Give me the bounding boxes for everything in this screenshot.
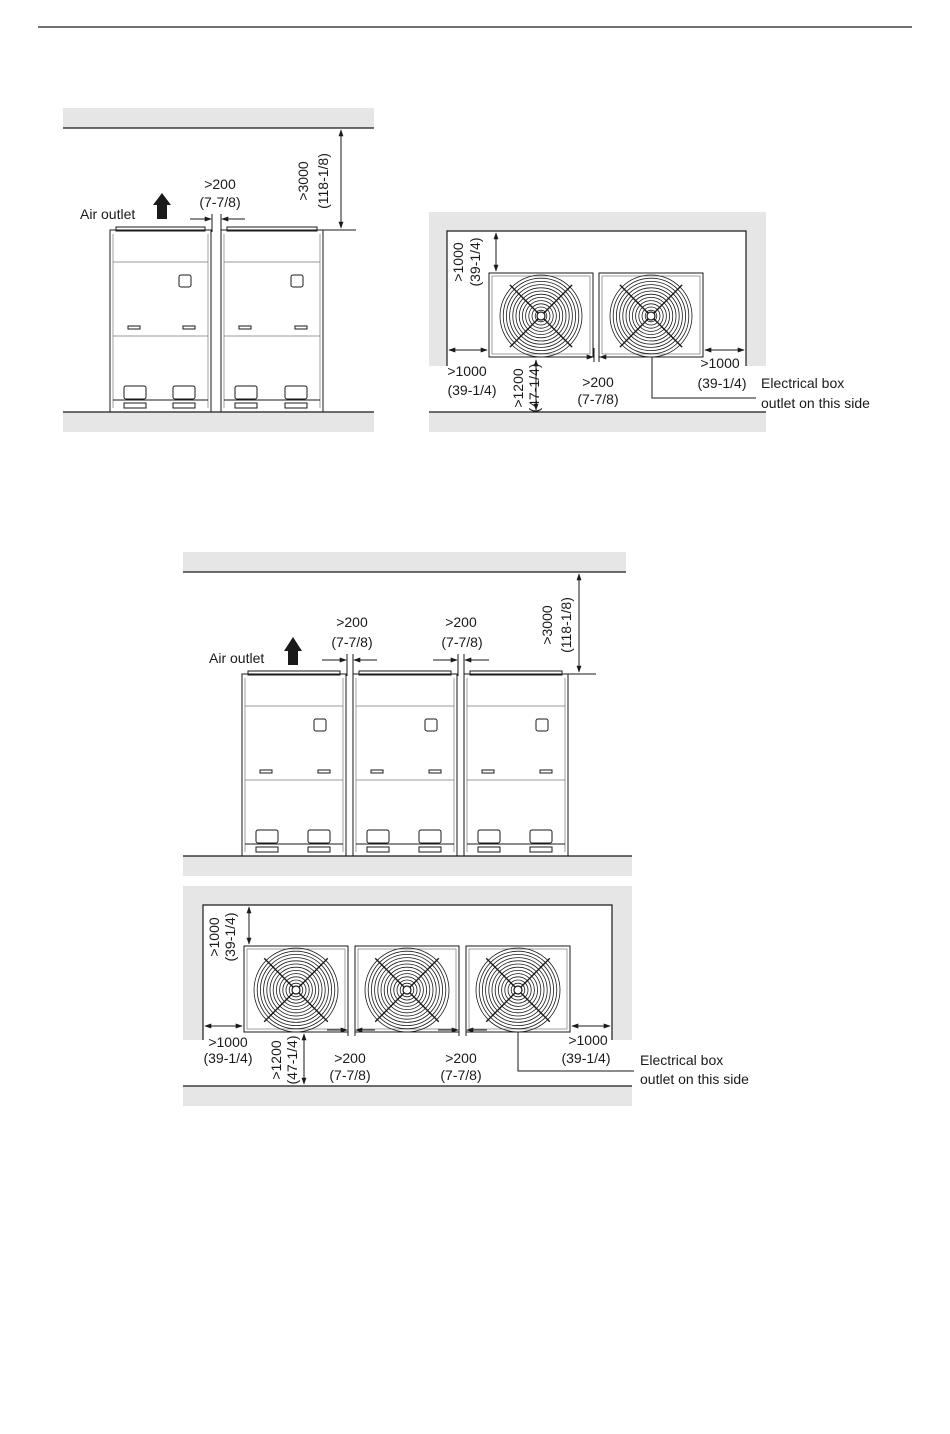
- vent-slot: [482, 770, 494, 773]
- top-clearance-inch: (118-1/8): [558, 597, 574, 653]
- top-clearance-value: >3000: [539, 605, 555, 645]
- vent-slot: [318, 770, 330, 773]
- unit-front-1: [242, 671, 346, 856]
- electrical-box-label-2: outlet on this side: [761, 395, 870, 411]
- unit-plan-1: [244, 946, 348, 1032]
- floor-band: [183, 856, 632, 876]
- unit-body: [221, 230, 323, 412]
- air-outlet-arrow-icon: [284, 637, 302, 665]
- left-clearance-value: >1000: [208, 1034, 248, 1050]
- gap-inch: (7-7/8): [577, 391, 619, 407]
- unit-plan-1: [489, 273, 593, 357]
- foot: [367, 847, 389, 852]
- electrical-box-label-1: Electrical box: [640, 1052, 724, 1068]
- front-clearance-inch: (47-1/4): [284, 1035, 300, 1085]
- foot: [235, 403, 257, 408]
- pipe-port-icon: [530, 830, 552, 843]
- unit-body: [353, 674, 457, 856]
- rear-clearance-inch: (39-1/4): [222, 912, 238, 962]
- foot: [308, 847, 330, 852]
- gap-2-inch: (7-7/8): [440, 1067, 482, 1083]
- right-clearance-inch: (39-1/4): [561, 1050, 611, 1066]
- right-clearance-inch: (39-1/4): [697, 375, 747, 391]
- unit-plan-3: [466, 946, 570, 1032]
- diagram-a-plan-view: [429, 212, 870, 432]
- air-outlet-label: Air outlet: [80, 206, 136, 222]
- front-clearance-value: >1200: [268, 1040, 284, 1080]
- fan-icon: [365, 948, 449, 1032]
- fan-icon: [254, 948, 338, 1032]
- gap-1-value: >200: [334, 1050, 366, 1066]
- handle-icon: [536, 719, 548, 731]
- unit-plan-2: [355, 946, 459, 1032]
- top-clearance-inch: (118-1/8): [315, 153, 331, 209]
- gap-1-inch: (7-7/8): [329, 1067, 371, 1083]
- right-clearance-value: >1000: [568, 1032, 608, 1048]
- gap-2-value: >200: [445, 614, 477, 630]
- foot: [285, 403, 307, 408]
- diagram-a-front-view: [63, 108, 374, 432]
- foot: [173, 403, 195, 408]
- gap-value: >200: [204, 176, 236, 192]
- gap-1-value: >200: [336, 614, 368, 630]
- rear-clearance-inch: (39-1/4): [467, 237, 483, 287]
- pipe-port-icon: [478, 830, 500, 843]
- foot: [530, 847, 552, 852]
- gap-value: >200: [582, 374, 614, 390]
- unit-body: [242, 674, 346, 856]
- pipe-port-icon: [235, 386, 257, 399]
- foot: [124, 403, 146, 408]
- diagram-b-plan-view: [183, 886, 749, 1106]
- gap-inch: (7-7/8): [199, 194, 241, 210]
- fan-icon: [500, 275, 582, 357]
- vent-slot: [540, 770, 552, 773]
- vent-slot: [371, 770, 383, 773]
- rear-clearance-value: >1000: [206, 917, 222, 957]
- handle-icon: [179, 275, 191, 287]
- gap-2-value: >200: [445, 1050, 477, 1066]
- handle-icon: [425, 719, 437, 731]
- foot: [256, 847, 278, 852]
- vent-slot: [239, 326, 251, 329]
- pipe-port-icon: [256, 830, 278, 843]
- vent-slot: [128, 326, 140, 329]
- pipe-port-icon: [124, 386, 146, 399]
- right-clearance-value: >1000: [700, 355, 740, 371]
- left-clearance-value: >1000: [447, 363, 487, 379]
- electrical-box-label-1: Electrical box: [761, 375, 845, 391]
- gap-2-inch: (7-7/8): [441, 634, 483, 650]
- unit-front-2: [221, 227, 323, 412]
- pipe-port-icon: [173, 386, 195, 399]
- vent-slot: [429, 770, 441, 773]
- unit-plan-2: [599, 273, 703, 357]
- left-clearance-inch: (39-1/4): [447, 382, 497, 398]
- vent-slot: [260, 770, 272, 773]
- pipe-port-icon: [308, 830, 330, 843]
- diagram-b-front-view: [183, 552, 632, 876]
- foot: [478, 847, 500, 852]
- pipe-port-icon: [419, 830, 441, 843]
- vent-slot: [295, 326, 307, 329]
- pipe-port-icon: [367, 830, 389, 843]
- front-clearance-value: >1200: [510, 368, 526, 408]
- fan-icon: [476, 948, 560, 1032]
- gap-1-inch: (7-7/8): [331, 634, 373, 650]
- foot: [419, 847, 441, 852]
- electrical-box-label-2: outlet on this side: [640, 1071, 749, 1087]
- floor-band: [63, 412, 374, 432]
- top-clearance-value: >3000: [295, 161, 311, 201]
- vent-slot: [183, 326, 195, 329]
- left-clearance-inch: (39-1/4): [203, 1050, 253, 1066]
- rear-clearance-value: >1000: [450, 242, 466, 282]
- unit-front-1: [110, 227, 211, 412]
- unit-body: [110, 230, 211, 412]
- unit-body: [464, 674, 568, 856]
- ceiling-band: [183, 552, 626, 572]
- unit-front-2: [353, 671, 457, 856]
- fan-icon: [610, 275, 692, 357]
- pipe-port-icon: [285, 386, 307, 399]
- air-outlet-arrow-icon: [153, 193, 171, 219]
- handle-icon: [314, 719, 326, 731]
- air-outlet-label: Air outlet: [209, 650, 265, 666]
- ceiling-band: [63, 108, 374, 128]
- handle-icon: [291, 275, 303, 287]
- unit-front-3: [464, 671, 568, 856]
- front-clearance-inch: (47-1/4): [526, 363, 542, 413]
